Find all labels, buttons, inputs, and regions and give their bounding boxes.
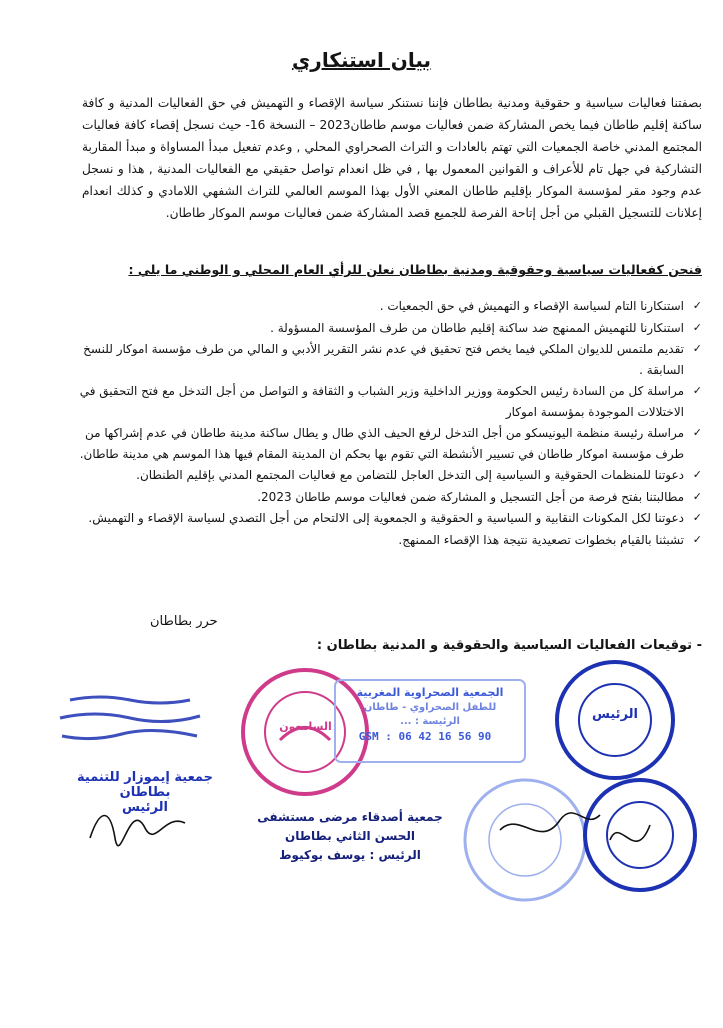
check-icon: ✓ [692, 489, 702, 503]
list-item: ✓ مراسلة رئيسة منظمة اليونيسكو من أجل التدخل لرفع الحيف الذي طال و يطال ساكنة مدينة طاطان في عدم إشراكها من طرف مؤسسة اموكار طاطان في تسيير الأنشطة التي تقوم بها بحكم ان المدينة المقام فيها هذا الموسم هي مدينة طاطان. [64, 423, 702, 464]
demands-list [64, 296, 702, 551]
check-icon: ✓ [692, 342, 702, 355]
signatures-heading: - توقيعات الفعاليات السياسية والحقوقية و المدنية بطاطان : [316, 638, 702, 653]
blue-text-stamp [60, 697, 200, 739]
list-item: ✓ استنكارنا التام لسياسة الإقصاء و التهميش في حق الجمعيات . [64, 296, 702, 317]
list-item: ✓ تشبثنا بالقيام بخطوات تصعيدية نتيجة هذا الإقصاء الممنهج. [64, 530, 702, 551]
blue-round-stamp-2 [585, 780, 695, 890]
iymozar-association: جمعية إيموزار للتنمية بطاطان الرئيس [77, 770, 213, 815]
pink-stamp-word: السامعون [279, 720, 332, 733]
declaration-lead: فنحن كفعاليات سياسية وحقوقية ومدنية بطاطان نعلن للرأي العام المحلي و الوطني ما يلي : [128, 262, 702, 277]
list-item: ✓ مراسلة كل من السادة رئيس الحكومة ووزير الداخلية وزير الشباب و الثقافة و التواصل من أجل التدخل مع فتح التحقيق في الاختلالات الموجودة بمؤسسة اموكار [64, 381, 702, 422]
sahrawi-stamp-role: الرئيسة : ... [400, 716, 460, 727]
check-icon: ✓ [692, 532, 702, 546]
check-icon: ✓ [692, 426, 702, 439]
sahrawi-stamp-sub: للطفل الصحراوي - طاطان [363, 702, 497, 713]
list-item: ✓ دعوتنا للمنظمات الحقوقية و السياسية إلى التدخل العاجل للتضامن مع فعاليات المجتمع المدني بإقليم الطنطان. [64, 465, 702, 486]
list-item: ✓ دعوتنا لكل المكونات النقابية و السياسية و الحقوقية و الجمعوية إلى الالتحام من أجل التصدي لسياسة الإقصاء و التهميش. [64, 508, 702, 529]
intro-paragraph: بصفتنا فعاليات سياسية و حقوقية ومدنية بطاطان فإننا نستنكر سياسة الإقصاء و التهميش في حق الفعاليات المدنية و كافة ساكنة إقليم طاطان فيما يخص المشاركة ضمن فعاليات موسم طاطان2023 – النسخة 16- حيث نسجل إقصاء كافة فعاليات المجتمع المدني خاصة الجمعيات التي تهتم بالعادات و التراث الصحراوي المحلي , وعدم تفعيل مبدأ المساواة و مبدأ المقاربة التشاركية في جهل تام للأعراف و القوانين المعمول بها , في ظل انعدام تواصل حقيقي مع الفعاليات المدنية , هذا و نسجل عدم وجود مقر لمؤسسة الموكار بإقليم طاطان المعني الأول بهذا الموسم العالمي للتراث الشفهي اللامادي و كذلك انعدام إعلانات للتسجيل القبلي من أجل إتاحة الفرصة للجميع قصد المشاركة ضمن فعاليات موسم الموكار طاطان. [82, 96, 702, 220]
list-item: ✓ مطالبتنا بفتح فرصة من أجل التسجيل و المشاركة ضمن فعاليات موسم طاطان 2023. [64, 487, 702, 508]
list-item: ✓ تقديم ملتمس للديوان الملكي فيما يخص فتح تحقيق في عدم نشر التقرير الأدبي و المالي من طرف مؤسسة اموكار للنسخ السابقة . [64, 339, 702, 380]
check-icon: ✓ [692, 511, 702, 524]
light-round-stamp [465, 780, 585, 900]
president-stamp-word: الرئيس [592, 707, 638, 722]
check-icon: ✓ [692, 384, 702, 397]
written-at: حرر بطاطان [150, 614, 218, 629]
sahrawi-stamp-top: الجمعية الصحراوية المغربية [356, 686, 504, 699]
check-icon: ✓ [692, 299, 702, 312]
list-item: ✓ استنكارنا للتهميش الممنهج ضد ساكنة إقليم طاطان من طرف المؤسسة المسؤولة . [64, 318, 702, 339]
phone-number: GSM : 06 42 16 56 90 [358, 730, 492, 743]
check-icon: ✓ [692, 320, 702, 334]
check-icon: ✓ [692, 468, 702, 481]
friends-association: جمعية أصدقاء مرضى مستشفى الحسن الثاني بطاطان الرئيس : يوسف بوكيوط [257, 810, 443, 862]
document-title: بيان استنكاري [291, 48, 432, 72]
